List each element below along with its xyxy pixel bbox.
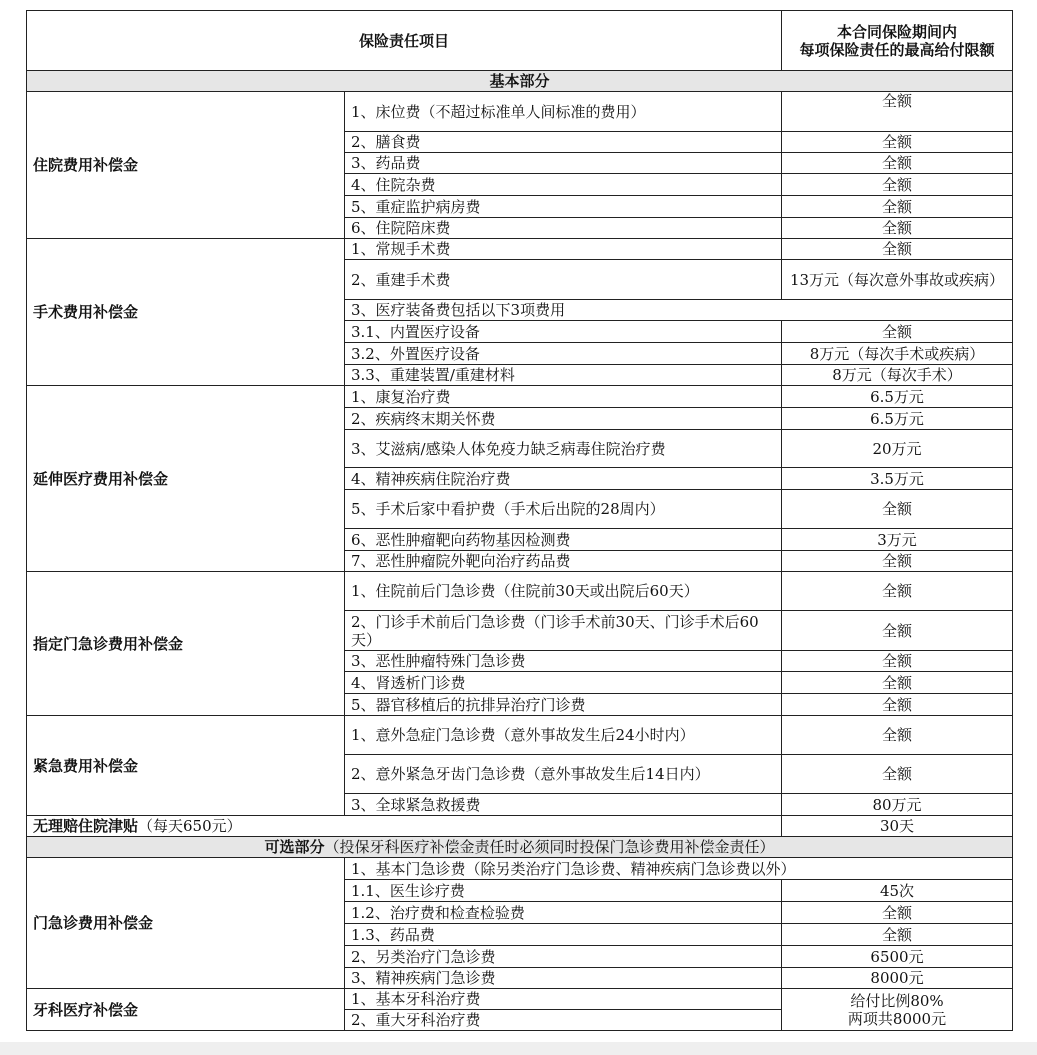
item-label: 1、基本门急诊费（除另类治疗门急诊费、精神疾病门急诊费以外）	[345, 858, 1013, 880]
item-label: 3、药品费	[345, 153, 782, 174]
insurance-benefit-table	[26, 10, 1013, 1031]
dental-amount	[782, 989, 1013, 1031]
item-label: 4、肾透析门诊费	[345, 672, 782, 694]
no-claim-title: 无理赔住院津贴	[33, 817, 139, 835]
item-amount: 8万元（每次手术或疾病）	[782, 343, 1013, 365]
item-label: 4、住院杂费	[345, 174, 782, 196]
item-label: 4、精神疾病住院治疗费	[345, 468, 782, 490]
table-row	[27, 239, 1013, 260]
item-label: 2、膳食费	[345, 132, 782, 153]
item-amount: 45次	[782, 880, 1013, 902]
item-amount: 13万元（每次意外事故或疾病）	[782, 260, 1013, 300]
item-label: 3.3、重建装置/重建材料	[345, 365, 782, 386]
item-label: 2、重建手术费	[345, 260, 782, 300]
dental-amount-line2: 两项共8000元	[847, 1009, 947, 1028]
item-label: 1、意外急症门急诊费（意外事故发生后24小时内）	[345, 716, 782, 755]
item-amount: 全额	[782, 153, 1013, 174]
table-row	[27, 858, 1013, 880]
item-label: 1.2、治疗费和检查检验费	[345, 902, 782, 924]
table-row	[27, 92, 1013, 132]
no-claim-label	[27, 816, 782, 837]
item-label: 3、医疗装备费包括以下3项费用	[345, 300, 1013, 321]
item-label: 3、恶性肿瘤特殊门急诊费	[345, 651, 782, 672]
item-label: 1.1、医生诊疗费	[345, 880, 782, 902]
dental-amount-line1: 给付比例80%	[850, 991, 944, 1010]
item-amount: 全额	[782, 92, 1013, 132]
bottom-gray-strip	[0, 1042, 1037, 1055]
no-claim-row	[27, 816, 1013, 837]
item-label: 2、意外紧急牙齿门急诊费（意外事故发生后14日内）	[345, 755, 782, 794]
item-amount: 全额	[782, 611, 1013, 651]
limit-header-line2: 每项保险责任的最高给付限额	[799, 40, 995, 59]
item-amount: 全额	[782, 132, 1013, 153]
item-label: 3.2、外置医疗设备	[345, 343, 782, 365]
category-outpatient: 门急诊费用补偿金	[27, 858, 345, 989]
item-label: 1、基本牙科治疗费	[345, 989, 782, 1010]
item-label: 1、常规手术费	[345, 239, 782, 260]
item-amount: 全额	[782, 551, 1013, 572]
item-label: 2、重大牙科治疗费	[345, 1010, 782, 1031]
item-amount: 全额	[782, 651, 1013, 672]
item-amount: 全额	[782, 902, 1013, 924]
table-row	[27, 989, 1013, 1010]
section-row-optional	[27, 837, 1013, 858]
basic-section-title: 基本部分	[27, 71, 1013, 92]
table-row	[27, 716, 1013, 755]
item-amount: 3.5万元	[782, 468, 1013, 490]
item-amount: 全额	[782, 672, 1013, 694]
category-emergency: 紧急费用补偿金	[27, 716, 345, 816]
no-claim-note: （每天650元）	[138, 817, 242, 835]
limit-column-header	[782, 11, 1013, 71]
table-row	[27, 386, 1013, 408]
item-amount: 全额	[782, 321, 1013, 343]
item-amount: 全额	[782, 572, 1013, 611]
item-label: 7、恶性肿瘤院外靶向治疗药品费	[345, 551, 782, 572]
item-label: 3、艾滋病/感染人体免疫力缺乏病毒住院治疗费	[345, 430, 782, 468]
item-label: 6、恶性肿瘤靶向药物基因检测费	[345, 529, 782, 551]
item-amount: 20万元	[782, 430, 1013, 468]
item-amount: 全额	[782, 755, 1013, 794]
item-label: 1.3、药品费	[345, 924, 782, 946]
item-amount: 6.5万元	[782, 386, 1013, 408]
optional-title: 可选部分	[264, 838, 325, 856]
section-row-basic	[27, 71, 1013, 92]
item-amount: 8万元（每次手术）	[782, 365, 1013, 386]
category-designated-outpatient: 指定门急诊费用补偿金	[27, 572, 345, 716]
optional-section-title	[27, 837, 1013, 858]
item-amount: 全额	[782, 694, 1013, 716]
item-label: 1、住院前后门急诊费（住院前30天或出院后60天）	[345, 572, 782, 611]
item-amount: 全额	[782, 490, 1013, 529]
item-label: 1、康复治疗费	[345, 386, 782, 408]
item-amount: 全额	[782, 716, 1013, 755]
item-label: 5、重症监护病房费	[345, 196, 782, 218]
header-row	[27, 11, 1013, 71]
item-amount: 80万元	[782, 794, 1013, 816]
item-label: 5、器官移植后的抗排异治疗门诊费	[345, 694, 782, 716]
item-label: 2、门诊手术前后门急诊费（门诊手术前30天、门诊手术后60天）	[345, 611, 782, 651]
item-amount: 全额	[782, 218, 1013, 239]
category-hospital: 住院费用补偿金	[27, 92, 345, 239]
item-amount: 8000元	[782, 968, 1013, 989]
table-row	[27, 572, 1013, 611]
item-amount: 全额	[782, 239, 1013, 260]
item-label: 3、精神疾病门急诊费	[345, 968, 782, 989]
item-label: 1、床位费（不超过标准单人间标准的费用）	[345, 92, 782, 132]
item-amount: 6500元	[782, 946, 1013, 968]
item-label: 6、住院陪床费	[345, 218, 782, 239]
optional-note: （投保牙科医疗补偿金责任时必须同时投保门急诊费用补偿金责任）	[324, 838, 775, 856]
item-amount: 全额	[782, 924, 1013, 946]
item-amount: 3万元	[782, 529, 1013, 551]
category-surgery: 手术费用补偿金	[27, 239, 345, 386]
item-amount: 全额	[782, 174, 1013, 196]
item-label: 5、手术后家中看护费（手术后出院的28周内）	[345, 490, 782, 529]
category-dental: 牙科医疗补偿金	[27, 989, 345, 1031]
item-label: 2、另类治疗门急诊费	[345, 946, 782, 968]
no-claim-amount: 30天	[782, 816, 1013, 837]
item-amount: 6.5万元	[782, 408, 1013, 430]
item-label: 3、全球紧急救援费	[345, 794, 782, 816]
limit-header-line1: 本合同保险期间内	[837, 22, 958, 41]
item-label: 3.1、内置医疗设备	[345, 321, 782, 343]
item-column-header: 保险责任项目	[27, 11, 782, 71]
category-extended: 延伸医疗费用补偿金	[27, 386, 345, 572]
item-amount: 全额	[782, 196, 1013, 218]
item-label: 2、疾病终末期关怀费	[345, 408, 782, 430]
